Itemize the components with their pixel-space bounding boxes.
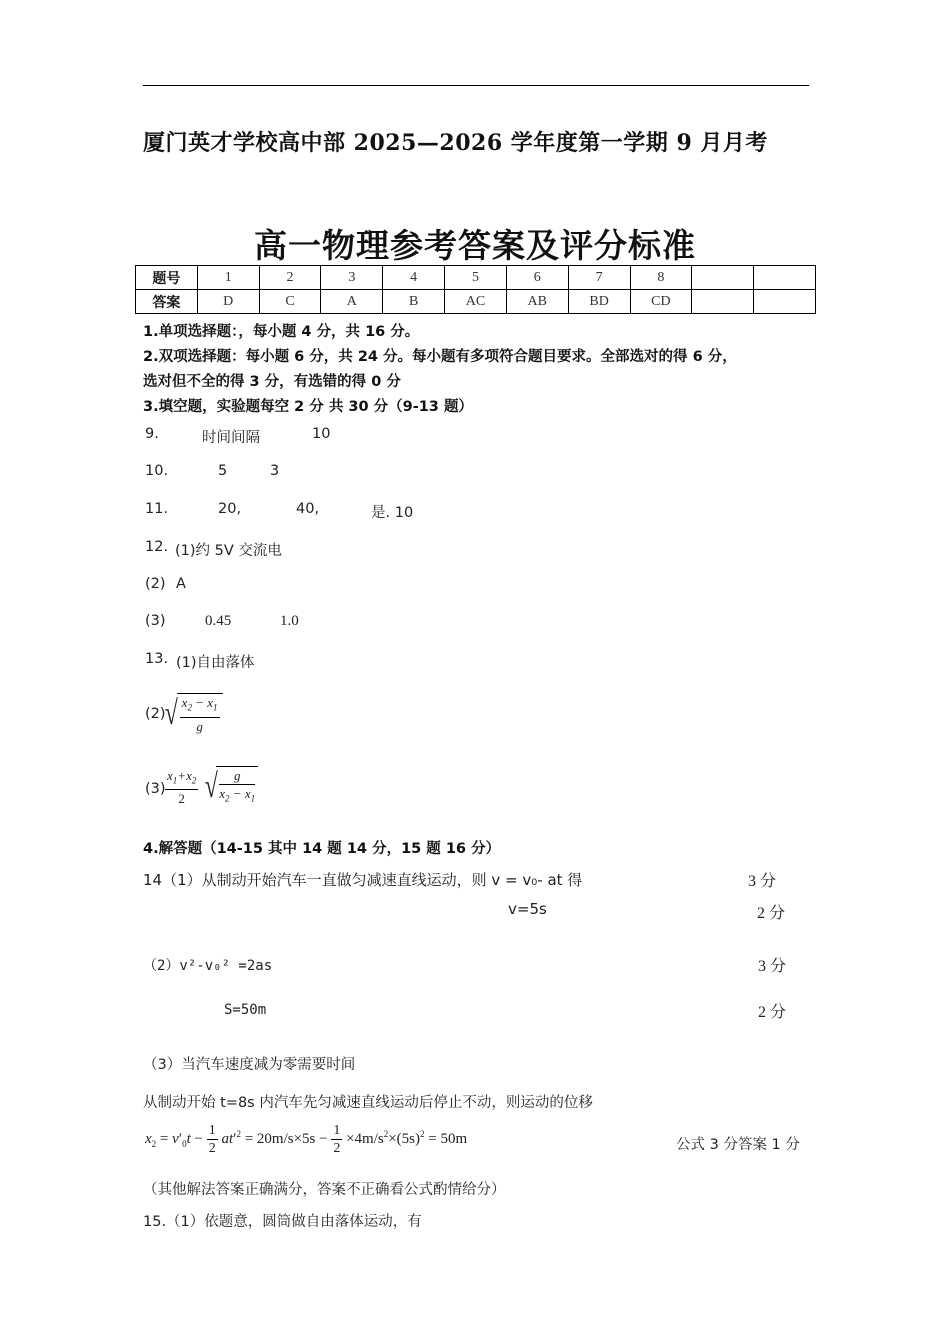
- q12-answer-3b: 1.0: [280, 613, 299, 629]
- q9-answer-b: 10: [312, 426, 331, 442]
- table-cell: AC: [445, 290, 507, 314]
- table-cell: 8: [630, 266, 692, 290]
- section-4-heading: 4.解答题（14-15 其中 14 题 14 分，15 题 16 分）: [143, 841, 501, 857]
- q11-answer-a: 20,: [218, 501, 242, 517]
- table-cell: [692, 266, 754, 290]
- q9-number: 9.: [145, 426, 159, 442]
- section-3-heading: 3.填空题，实验题每空 2 分 共 30 分（9-13 题）: [143, 399, 473, 415]
- table-row: [136, 266, 816, 290]
- q13-label-3: (3): [145, 781, 166, 797]
- q14-line-2: v=5s: [508, 900, 547, 918]
- q12-answer-1: (1)约 5V 交流电: [175, 543, 282, 559]
- q12-label-3: (3): [145, 613, 166, 629]
- q14-score-1: 3 分: [748, 873, 777, 890]
- q14-line-3: （2）v²-v₀² =2as: [143, 958, 273, 974]
- section-2-heading: 2.双项选择题：每小题 6 分，共 24 分。每小题有多项符合题目要求。全部选对的得 6 分，: [143, 349, 737, 365]
- q13-answer-1: (1)自由落体: [176, 655, 255, 671]
- q14-score-2: 2 分: [757, 905, 786, 922]
- q11-answer-c: 是. 10: [371, 505, 414, 521]
- q10-answer-b: 3: [270, 463, 280, 479]
- page-title: 高一物理参考答案及评分标准: [254, 226, 696, 265]
- row-header: 题号: [136, 266, 198, 290]
- section-2-heading-cont: 选对但不全的得 3 分，有选错的得 0 分: [143, 374, 401, 390]
- q13-formula-2: √ $\frac{x_2 - x_1}{g}$: [162, 693, 223, 735]
- table-cell: 6: [506, 266, 568, 290]
- q14-line-5: （3）当汽车速度减为零需要时间: [143, 1057, 356, 1073]
- q13-label-2: (2): [145, 706, 166, 722]
- q12-number: 12.: [145, 539, 169, 555]
- table-cell: B: [383, 290, 445, 314]
- q14-line-6: 从制动开始 t=8s 内汽车先匀减速直线运动后停止不动，则运动的位移: [143, 1095, 593, 1111]
- q13-number: 13.: [145, 651, 169, 667]
- table-cell: [692, 290, 754, 314]
- row-header: 答案: [136, 290, 198, 314]
- table-cell: 4: [383, 266, 445, 290]
- table-cell: D: [197, 290, 259, 314]
- q10-answer-a: 5: [218, 463, 228, 479]
- q15-line-1: 15.（1）依题意，圆筒做自由落体运动，有: [143, 1214, 422, 1230]
- school-line: 厦门英才学校高中部 2025—2026 学年度第一学期 9 月月考: [143, 130, 768, 156]
- q14-equation-score: 公式 3 分答案 1 分: [676, 1137, 800, 1153]
- answer-table: [135, 265, 816, 314]
- table-cell: 1: [197, 266, 259, 290]
- q9-answer-a: 时间间隔: [202, 430, 260, 446]
- table-row: [136, 290, 816, 314]
- table-cell: A: [321, 290, 383, 314]
- table-cell: BD: [568, 290, 630, 314]
- table-cell: 2: [259, 266, 321, 290]
- q11-answer-b: 40,: [296, 501, 320, 517]
- q14-score-3: 3 分: [758, 958, 787, 975]
- q11-number: 11.: [145, 501, 169, 517]
- q14-displacement-equation: $x_2 = v'_0t$ − $\frac{1}{2}$ $at'^2 = 20m/s\times 5s$ − $\frac{1}{2}$ $\times 4m/s^2\times(5s)^2 = 50m$: [145, 1123, 468, 1156]
- table-cell: CD: [630, 290, 692, 314]
- q10-number: 10.: [145, 463, 169, 479]
- table-cell: 7: [568, 266, 630, 290]
- q13-formula-3: $\frac{x_1+x_2}{2}$ √ $\frac{g}{x_2 - x_1}$: [165, 766, 258, 808]
- table-cell: [754, 290, 816, 314]
- table-cell: C: [259, 290, 321, 314]
- q14-line-1: 14（1）从制动开始汽车一直做匀减速直线运动，则 v = v₀- at 得: [143, 871, 583, 889]
- q12-answer-3a: 0.45: [205, 613, 232, 629]
- q12-answer-2: A: [176, 576, 186, 592]
- header-rule: [143, 85, 809, 86]
- q14-note: （其他解法答案正确满分，答案不正确看公式酌情给分）: [143, 1182, 506, 1198]
- q12-label-2: (2): [145, 576, 166, 592]
- section-1-heading: 1.单项选择题：，每小题 4 分，共 16 分。: [143, 324, 420, 340]
- table-cell: 3: [321, 266, 383, 290]
- q14-score-4: 2 分: [758, 1004, 787, 1021]
- table-cell: [754, 266, 816, 290]
- table-cell: AB: [506, 290, 568, 314]
- table-cell: 5: [445, 266, 507, 290]
- q14-line-4: S=50m: [224, 1002, 267, 1018]
